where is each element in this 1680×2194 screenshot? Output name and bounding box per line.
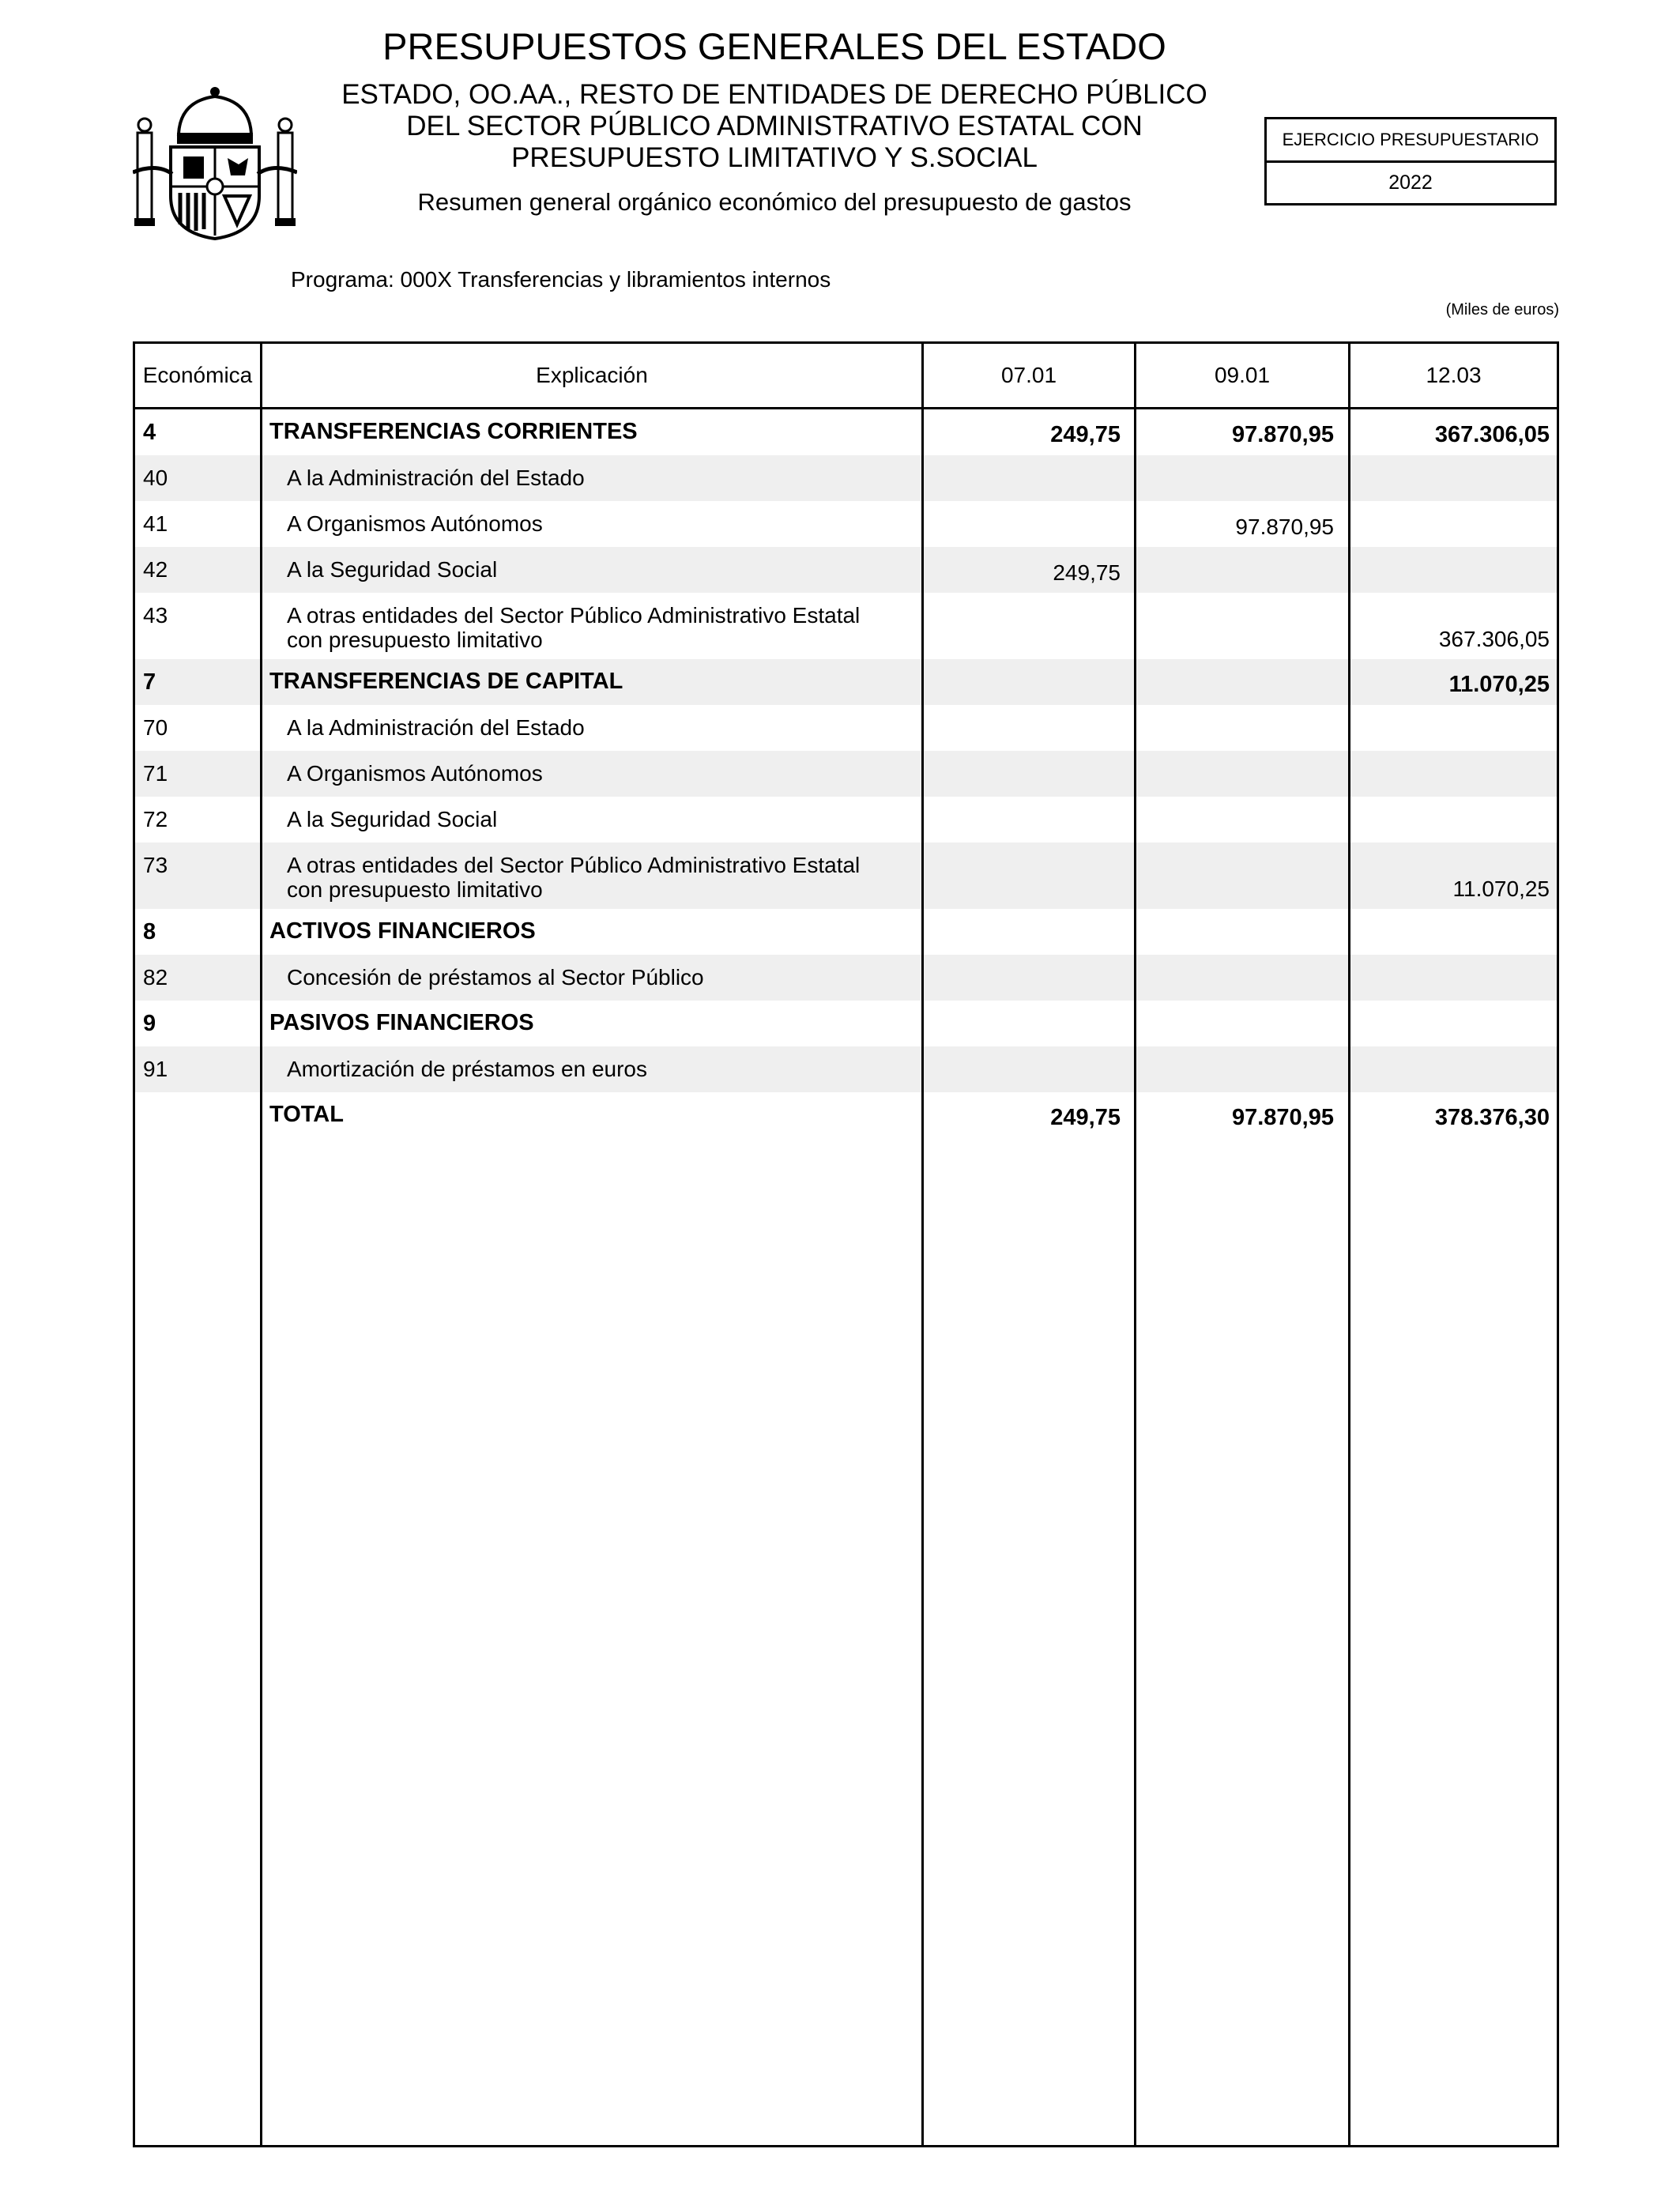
row-code: 9 (143, 1011, 156, 1036)
row-code: 70 (143, 715, 168, 740)
row-amount-09-01 (1139, 659, 1334, 705)
column-header-07-01: 07.01 (1000, 363, 1057, 387)
table-row (135, 955, 1557, 1001)
row-amount-09-01 (1139, 843, 1334, 909)
row-amount-12-03: 378.376,30 (1434, 1105, 1550, 1130)
row-amount-09-01 (1139, 593, 1334, 659)
column-divider (1348, 344, 1350, 2145)
row-amount-12-03 (1352, 1046, 1550, 1092)
table-row (135, 705, 1557, 751)
row-explanation-line: A otras entidades del Sector Público Administrativo Estatal (287, 603, 861, 628)
row-code: 41 (143, 511, 168, 536)
row-code: 91 (143, 1057, 168, 1081)
row-code: 7 (143, 669, 156, 695)
row-amount-09-01 (1139, 751, 1334, 797)
row-amount-07-01 (925, 955, 1121, 1001)
row-code: 73 (143, 853, 168, 877)
table-row (135, 547, 1557, 593)
budget-year-value: 2022 (1388, 172, 1433, 194)
row-code: 43 (143, 603, 168, 628)
row-amount-07-01: 249,75 (1050, 1105, 1121, 1130)
budget-year-box (1264, 117, 1557, 205)
row-explanation-line: PASIVOS FINANCIEROS (269, 1010, 534, 1035)
row-explanation-line: A Organismos Autónomos (287, 761, 543, 786)
table-row (135, 659, 1557, 705)
row-amount-12-03 (1352, 751, 1550, 797)
page-subtitle (300, 79, 1249, 174)
row-amount-12-03 (1352, 909, 1550, 955)
column-header-12-03: 12.03 (1426, 363, 1482, 387)
row-amount-07-01 (925, 593, 1121, 659)
row-amount-07-01: 249,75 (1053, 560, 1121, 585)
table-row (135, 455, 1557, 501)
row-explanation-line: Amortización de préstamos en euros (287, 1057, 647, 1081)
table-row (135, 751, 1557, 797)
row-explanation-line: TRANSFERENCIAS DE CAPITAL (269, 669, 623, 694)
row-explanation-line: TRANSFERENCIAS CORRIENTES (269, 419, 638, 444)
row-code: 72 (143, 807, 168, 831)
row-amount-09-01 (1139, 1046, 1334, 1092)
column-header-economica: Económica (142, 363, 253, 387)
row-amount-07-01 (925, 909, 1121, 955)
row-amount-09-01 (1139, 909, 1334, 955)
spain-coat-of-arms-icon (133, 85, 297, 240)
table-row (135, 1092, 1557, 1138)
page-title: PRESUPUESTOS GENERALES DEL ESTADO (382, 25, 1166, 67)
table-row (135, 843, 1557, 909)
column-header-explicacion: Explicación (536, 363, 648, 387)
row-amount-12-03 (1352, 705, 1550, 751)
row-explanation-line: A la Seguridad Social (287, 807, 498, 831)
row-amount-09-01: 97.870,95 (1231, 1105, 1334, 1130)
row-amount-12-03 (1352, 797, 1550, 843)
row-amount-12-03: 367.306,05 (1438, 627, 1550, 651)
row-explanation-line: con presupuesto limitativo (287, 877, 543, 902)
header-divider (135, 407, 1557, 409)
row-code: 8 (143, 919, 156, 944)
row-amount-12-03 (1352, 455, 1550, 501)
column-header-09-01: 09.01 (1214, 363, 1271, 387)
row-amount-09-01 (1139, 455, 1334, 501)
page-description: Resumen general orgánico económico del presupuesto de gastos (417, 188, 1132, 216)
row-amount-12-03: 367.306,05 (1434, 422, 1550, 447)
table-row (135, 797, 1557, 843)
row-amount-12-03 (1352, 547, 1550, 593)
row-amount-07-01 (925, 1001, 1121, 1046)
program-label: Programa: 000X Transferencias y libramientos internos (291, 267, 831, 292)
subtitle-line: PRESUPUESTO LIMITATIVO Y S.SOCIAL (511, 142, 1038, 173)
row-amount-07-01 (925, 843, 1121, 909)
row-amount-09-01 (1139, 705, 1334, 751)
row-explanation-line: A la Administración del Estado (287, 715, 585, 740)
row-explanation-line: con presupuesto limitativo (287, 628, 543, 652)
row-amount-07-01 (925, 705, 1121, 751)
subtitle-line: ESTADO, OO.AA., RESTO DE ENTIDADES DE DERECHO PÚBLICO (341, 79, 1207, 110)
row-amount-09-01 (1139, 797, 1334, 843)
row-explanation-line: A la Administración del Estado (287, 466, 585, 490)
table-row (135, 909, 1557, 955)
subtitle-line: DEL SECTOR PÚBLICO ADMINISTRATIVO ESTATAL CON (406, 111, 1143, 141)
row-amount-09-01 (1139, 547, 1334, 593)
row-amount-09-01 (1139, 1001, 1334, 1046)
units-label: (Miles de euros) (1445, 301, 1559, 319)
table-row (135, 593, 1557, 659)
row-amount-07-01 (925, 501, 1121, 547)
table-row (135, 501, 1557, 547)
table-row (135, 409, 1557, 455)
row-code: 71 (143, 761, 168, 786)
row-code: 42 (143, 557, 168, 582)
row-amount-12-03 (1352, 955, 1550, 1001)
row-code: 82 (143, 965, 168, 990)
column-divider (260, 344, 262, 2145)
row-code: 40 (143, 466, 168, 490)
budget-year-label: EJERCICIO PRESUPUESTARIO (1267, 119, 1554, 163)
row-amount-12-03: 11.070,25 (1448, 672, 1550, 697)
row-amount-09-01: 97.870,95 (1235, 515, 1334, 539)
row-amount-07-01 (925, 751, 1121, 797)
row-amount-07-01 (925, 659, 1121, 705)
row-amount-09-01 (1139, 955, 1334, 1001)
column-divider (1134, 344, 1136, 2145)
row-explanation-line: A Organismos Autónomos (287, 511, 543, 536)
row-explanation-line: Concesión de préstamos al Sector Público (287, 965, 704, 990)
row-code: 4 (143, 420, 156, 445)
row-amount-07-01: 249,75 (1050, 422, 1121, 447)
row-explanation-line: TOTAL (269, 1102, 344, 1127)
table-row (135, 1046, 1557, 1092)
budget-table (133, 341, 1559, 2147)
row-amount-09-01: 97.870,95 (1231, 422, 1334, 447)
row-code (143, 1092, 254, 1138)
row-amount-07-01 (925, 455, 1121, 501)
row-explanation-line: A la Seguridad Social (287, 557, 498, 582)
table-row (135, 1001, 1557, 1046)
row-explanation-line: ACTIVOS FINANCIEROS (269, 918, 536, 944)
column-divider (921, 344, 924, 2145)
row-amount-12-03 (1352, 1001, 1550, 1046)
row-amount-12-03 (1352, 501, 1550, 547)
row-amount-07-01 (925, 797, 1121, 843)
row-amount-07-01 (925, 1046, 1121, 1092)
row-explanation-line: A otras entidades del Sector Público Administrativo Estatal (287, 853, 861, 877)
row-amount-12-03: 11.070,25 (1452, 876, 1550, 901)
